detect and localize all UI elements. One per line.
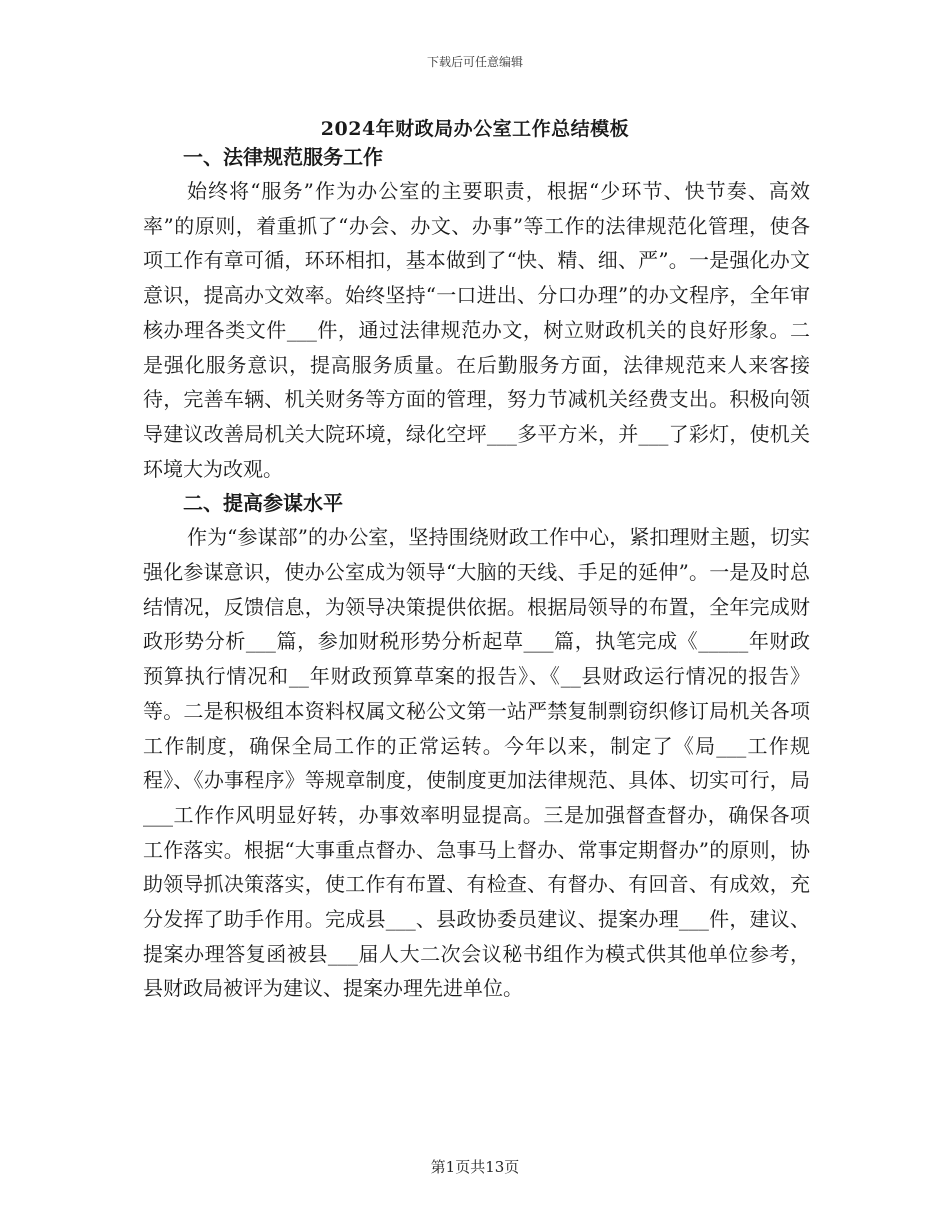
- page-number-footer: 第1页共13页: [430, 1158, 520, 1176]
- section-heading-legal-service: 一、法律规范服务工作: [183, 145, 383, 169]
- header-note: 下载后可任意编辑: [426, 55, 523, 69]
- section-heading-advisory: 二、提高参谋水平: [183, 491, 343, 516]
- document-title: 2024年财政局办公室工作总结模板: [320, 118, 630, 140]
- section-paragraph-legal-service: 始终将“服务”作为办公室的主要职责，根据“少环节、快节奏、高效率”的原则，着重抓了“办会、办文、办事”等工作的法律规范化管理，使各项工作有章可循，环环相扣，基本做到了“快、精、细、严”。一是强化办文意识，提高办文效率。始终坚持“一口进出、分口办理”的办文程序，全年审核办理各类文件___件，通过法律规范办文，树立财政机关的良好形象。二是强化服务意识，提高服务质量。在后勤服务方面，法律规范来人来客接待，完善车辆、机关财务等方面的管理，努力节减机关经费支出。积极向领导建议改善局机关大院环境，绿化空坪___多平方米，并___了彩灯，使机关环境大为改观。: [143, 179, 810, 481]
- section-paragraph-advisory: 作为“参谋部”的办公室，坚持围绕财政工作中心，紧扣理财主题，切实强化参谋意识，使办公室成为领导“大脑的天线、手足的延伸”。一是及时总结情况，反馈信息，为领导决策提供依据。根据局领导的布置，全年完成财政形势分析___篇，参加财税形势分析起草___篇，执笔完成《_____年财政预算执行情况和__年财政预算草案的报告》、《__县财政运行情况的报告》等。二是积极组本资料权属文秘公文第一站严禁复制剽窃织修订局机关各项工作制度，确保全局工作的正常运转。今年以来，制定了《局___工作规程》、《办事程序》等规章制度，使制度更加法律规范、具体、切实可行，局___工作作风明显好转，办事效率明显提高。三是加强督查督办，确保各项工作落实。根据“大事重点督办、急事马上督办、常事定期督办”的原则，协助领导抓决策落实，使工作有布置、有检查、有督办、有回音、有成效，充分发挥了助手作用。完成县___、县政协委员建议、提案办理___件，建议、提案办理答复函被县___届人大二次会议秘书组作为模式供其他单位参考，县财政局被评为建议、提案办理先进单位。: [143, 525, 810, 1001]
- document-body: [143, 140, 810, 1006]
